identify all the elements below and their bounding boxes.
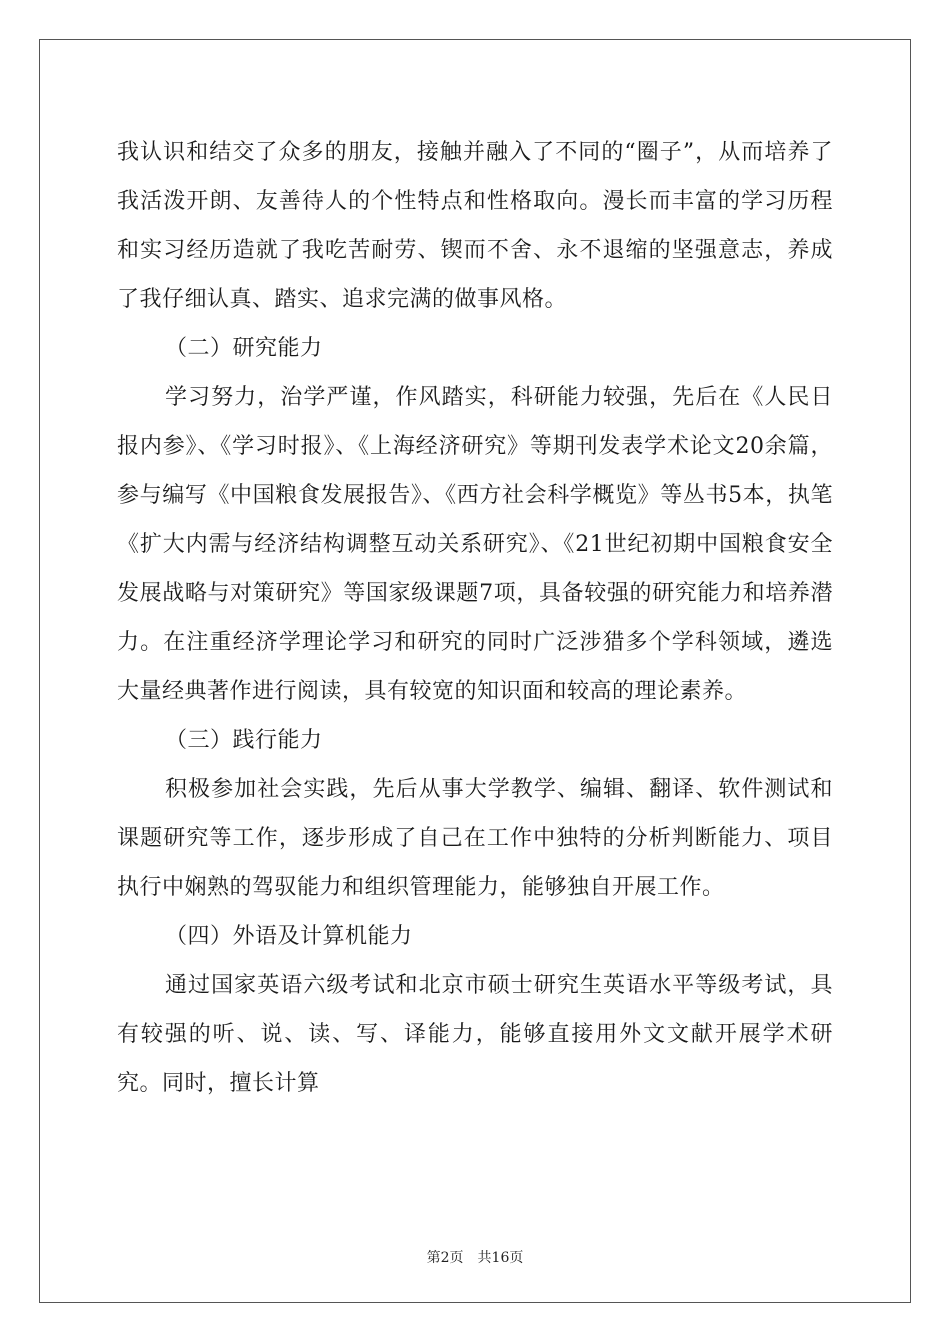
page-footer (0, 1247, 950, 1267)
paragraph-language-computer: 通过国家英语六级考试和北京市硕士研究生英语水平等级考试，具有较强的听、说、读、写、译能力，能够直接用外文文献开展学术研究。同时，擅长计算 (117, 973, 833, 1096)
page-total: 共16页 (477, 1250, 524, 1266)
section-heading-language-computer: （四）外语及计算机能力 (165, 924, 413, 949)
paragraph-research: 学习努力，治学严谨，作风踏实，科研能力较强，先后在《人民日报内参》、《学习时报》、《上海经济研究》等期刊发表学术论文20余篇，参与编写《中国粮食发展报告》、《西方社会科学概览》等丛书5本，执笔《扩大内需与经济结构调整互动关系研究》、《21世纪初期中国粮食安全发展战略与对策研究》等国家级课题7项，具备较强的研究能力和培养潜力。在注重经济学理论学习和研究的同时广泛涉猎多个学科领域，遴选大量经典著作进行阅读，具有较宽的知识面和较高的理论素养。 (117, 385, 833, 704)
page-number: 第2页 (426, 1250, 464, 1266)
paragraph-continuation: 我认识和结交了众多的朋友，接触并融入了不同的“圈子”，从而培养了我活泼开朗、友善待人的个性特点和性格取向。漫长而丰富的学习历程和实习经历造就了我吃苦耐劳、锲而不舍、永不退缩的坚强意志，养成了我仔细认真、踏实、追求完满的做事风格。 (117, 140, 833, 312)
document-body (117, 128, 833, 1108)
paragraph-practice: 积极参加社会实践，先后从事大学教学、编辑、翻译、软件测试和课题研究等工作，逐步形成了自己在工作中独特的分析判断能力、项目执行中娴熟的驾驭能力和组织管理能力，能够独自开展工作。 (117, 777, 833, 900)
section-heading-practice: （三）践行能力 (165, 728, 323, 753)
section-heading-research: （二）研究能力 (165, 336, 323, 361)
